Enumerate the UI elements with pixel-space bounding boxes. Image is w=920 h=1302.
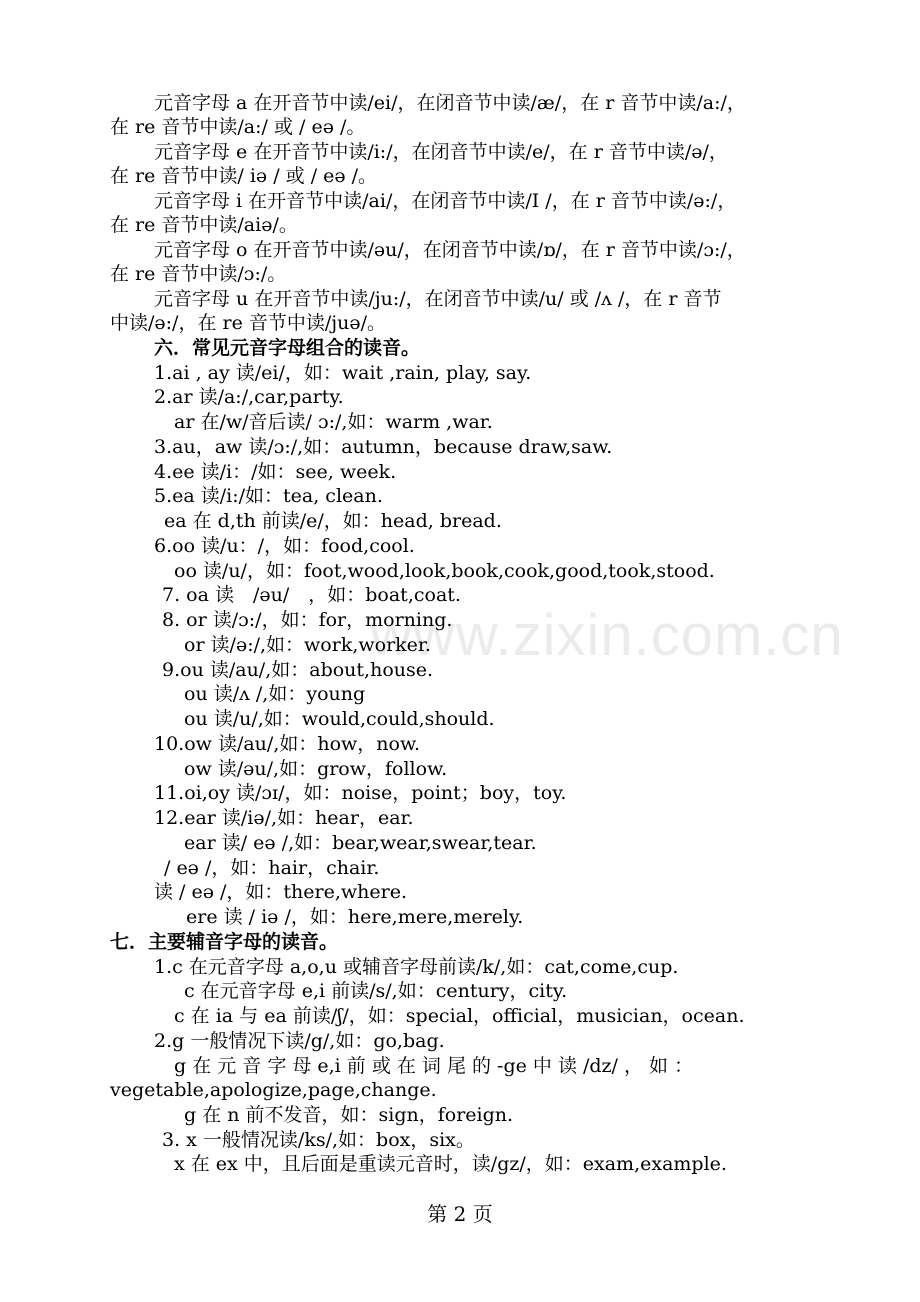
rule-line: 8. or 读/ɔ:/，如：for，morning. xyxy=(162,609,453,631)
rule-line: ar 在/w/音后读/ ɔ:/,如：warm ,war. xyxy=(174,411,493,433)
rule-line: 6.oo 读/u：/，如：food,cool. xyxy=(154,535,415,557)
vowel-a-line-1: 元音字母 a 在开音节中读/ei/，在闭音节中读/æ/，在 r 音节中读/a:/， xyxy=(154,92,746,114)
vowel-u-line-1: 元音字母 u 在开音节中读/ju:/，在闭音节中读/u/ 或 /ʌ /，在 r 音节 xyxy=(154,288,722,310)
rule-line: ere 读 / iə /，如：here,mere,merely. xyxy=(186,906,524,928)
vowel-i-line-1: 元音字母 i 在开音节中读/ai/，在闭音节中读/I /，在 r 音节中读/ə:/， xyxy=(154,190,737,212)
vowel-e-line-1: 元音字母 e 在开音节中读/i:/，在闭音节中读/e/，在 r 音节中读/ə/， xyxy=(154,141,728,163)
rule-line: 1.ai , ay 读/ei/，如：wait ,rain, play, say. xyxy=(154,362,532,384)
rule-line: ou 读/u/,如：would,could,should. xyxy=(184,708,495,730)
rule-line: 3.au，aw 读/ɔ:/,如：autumn，because draw,saw. xyxy=(154,436,613,458)
rule-line: 4.ee 读/i：/如：see, week. xyxy=(154,461,397,483)
vowel-o-line-2: 在 re 音节中读/ɔ:/。 xyxy=(110,263,287,285)
vowel-o-line-1: 元音字母 o 在开音节中读/əu/，在闭音节中读/ɒ/，在 r 音节中读/ɔ:/， xyxy=(154,239,746,261)
rule-line: ea 在 d,th 前读/e/，如：head, bread. xyxy=(164,510,502,532)
vowel-e-line-2: 在 re 音节中读/ iə / 或 / eə /。 xyxy=(110,165,378,187)
rule-line: 读 / eə /，如：there,where. xyxy=(154,881,408,903)
rule-line: / eə /，如：hair，chair. xyxy=(164,857,380,879)
rule-line: 12.ear 读/iə/,如：hear，ear. xyxy=(154,807,414,829)
section-seven-heading: 七．主要辅音字母的读音。 xyxy=(110,931,339,953)
vowel-u-line-2: 中读/ə:/，在 re 音节中读/juə/。 xyxy=(110,312,387,334)
rule-line: oo 读/u/，如：foot,wood,look,book,cook,good,took,stood. xyxy=(174,560,715,582)
rule-line: 10.ow 读/au/,如：how，now. xyxy=(154,733,421,755)
section-six-heading: 六．常见元音字母组合的读音。 xyxy=(154,337,421,359)
rule-line: 5.ea 读/i:/如：tea, clean. xyxy=(154,485,383,507)
rule-line: or 读/ə:/,如：work,worker. xyxy=(184,634,431,656)
rule-line: vegetable,apologize,page,change. xyxy=(110,1079,437,1101)
watermark: www.zixin.com.cn xyxy=(370,603,844,668)
rule-line: 1.c 在元音字母 a,o,u 或辅音字母前读/k/,如：cat,come,cup. xyxy=(154,956,679,978)
rule-line: c 在元音字母 e,i 前读/s/,如：century，city. xyxy=(184,980,568,1002)
vowel-a-line-2: 在 re 音节中读/a:/ 或 / eə /。 xyxy=(110,116,366,138)
rule-line: g 在 元 音 字 母 e,i 前 或 在 词 尾 的 -ge 中 读 /dz/ ， 如 ： xyxy=(174,1055,694,1077)
rule-line: ow 读/əu/,如：grow，follow. xyxy=(184,758,448,780)
vowel-i-line-2: 在 re 音节中读/aiə/。 xyxy=(110,214,298,236)
rule-line: 11.oi,oy 读/ɔɪ/，如：noise，point；boy，toy. xyxy=(154,782,567,804)
rule-line: ear 读/ eə /,如：bear,wear,swear,tear. xyxy=(184,832,537,854)
rule-line: c 在 ia 与 ea 前读/ʃ/，如：special，official，musician，ocean. xyxy=(174,1005,745,1027)
rule-line: 9.ou 读/au/,如：about,house. xyxy=(162,659,434,681)
rule-line: 3. x 一般情况读/ks/,如：box，six。 xyxy=(162,1129,475,1151)
rule-line: 2.g 一般情况下读/g/,如：go,bag. xyxy=(154,1030,445,1052)
rule-line: x 在 ex 中，且后面是重读元音时，读/gz/，如：exam,example. xyxy=(174,1153,727,1175)
page-number: 第 2 页 xyxy=(427,1202,493,1226)
rule-line: g 在 n 前不发音，如：sign，foreign. xyxy=(184,1104,514,1126)
rule-line: ou 读/ʌ /,如：young xyxy=(184,683,366,705)
rule-line: 2.ar 读/a:/,car,party. xyxy=(154,386,344,408)
rule-line: 7. oa 读 /əu/ ，如：boat,coat. xyxy=(162,584,461,606)
